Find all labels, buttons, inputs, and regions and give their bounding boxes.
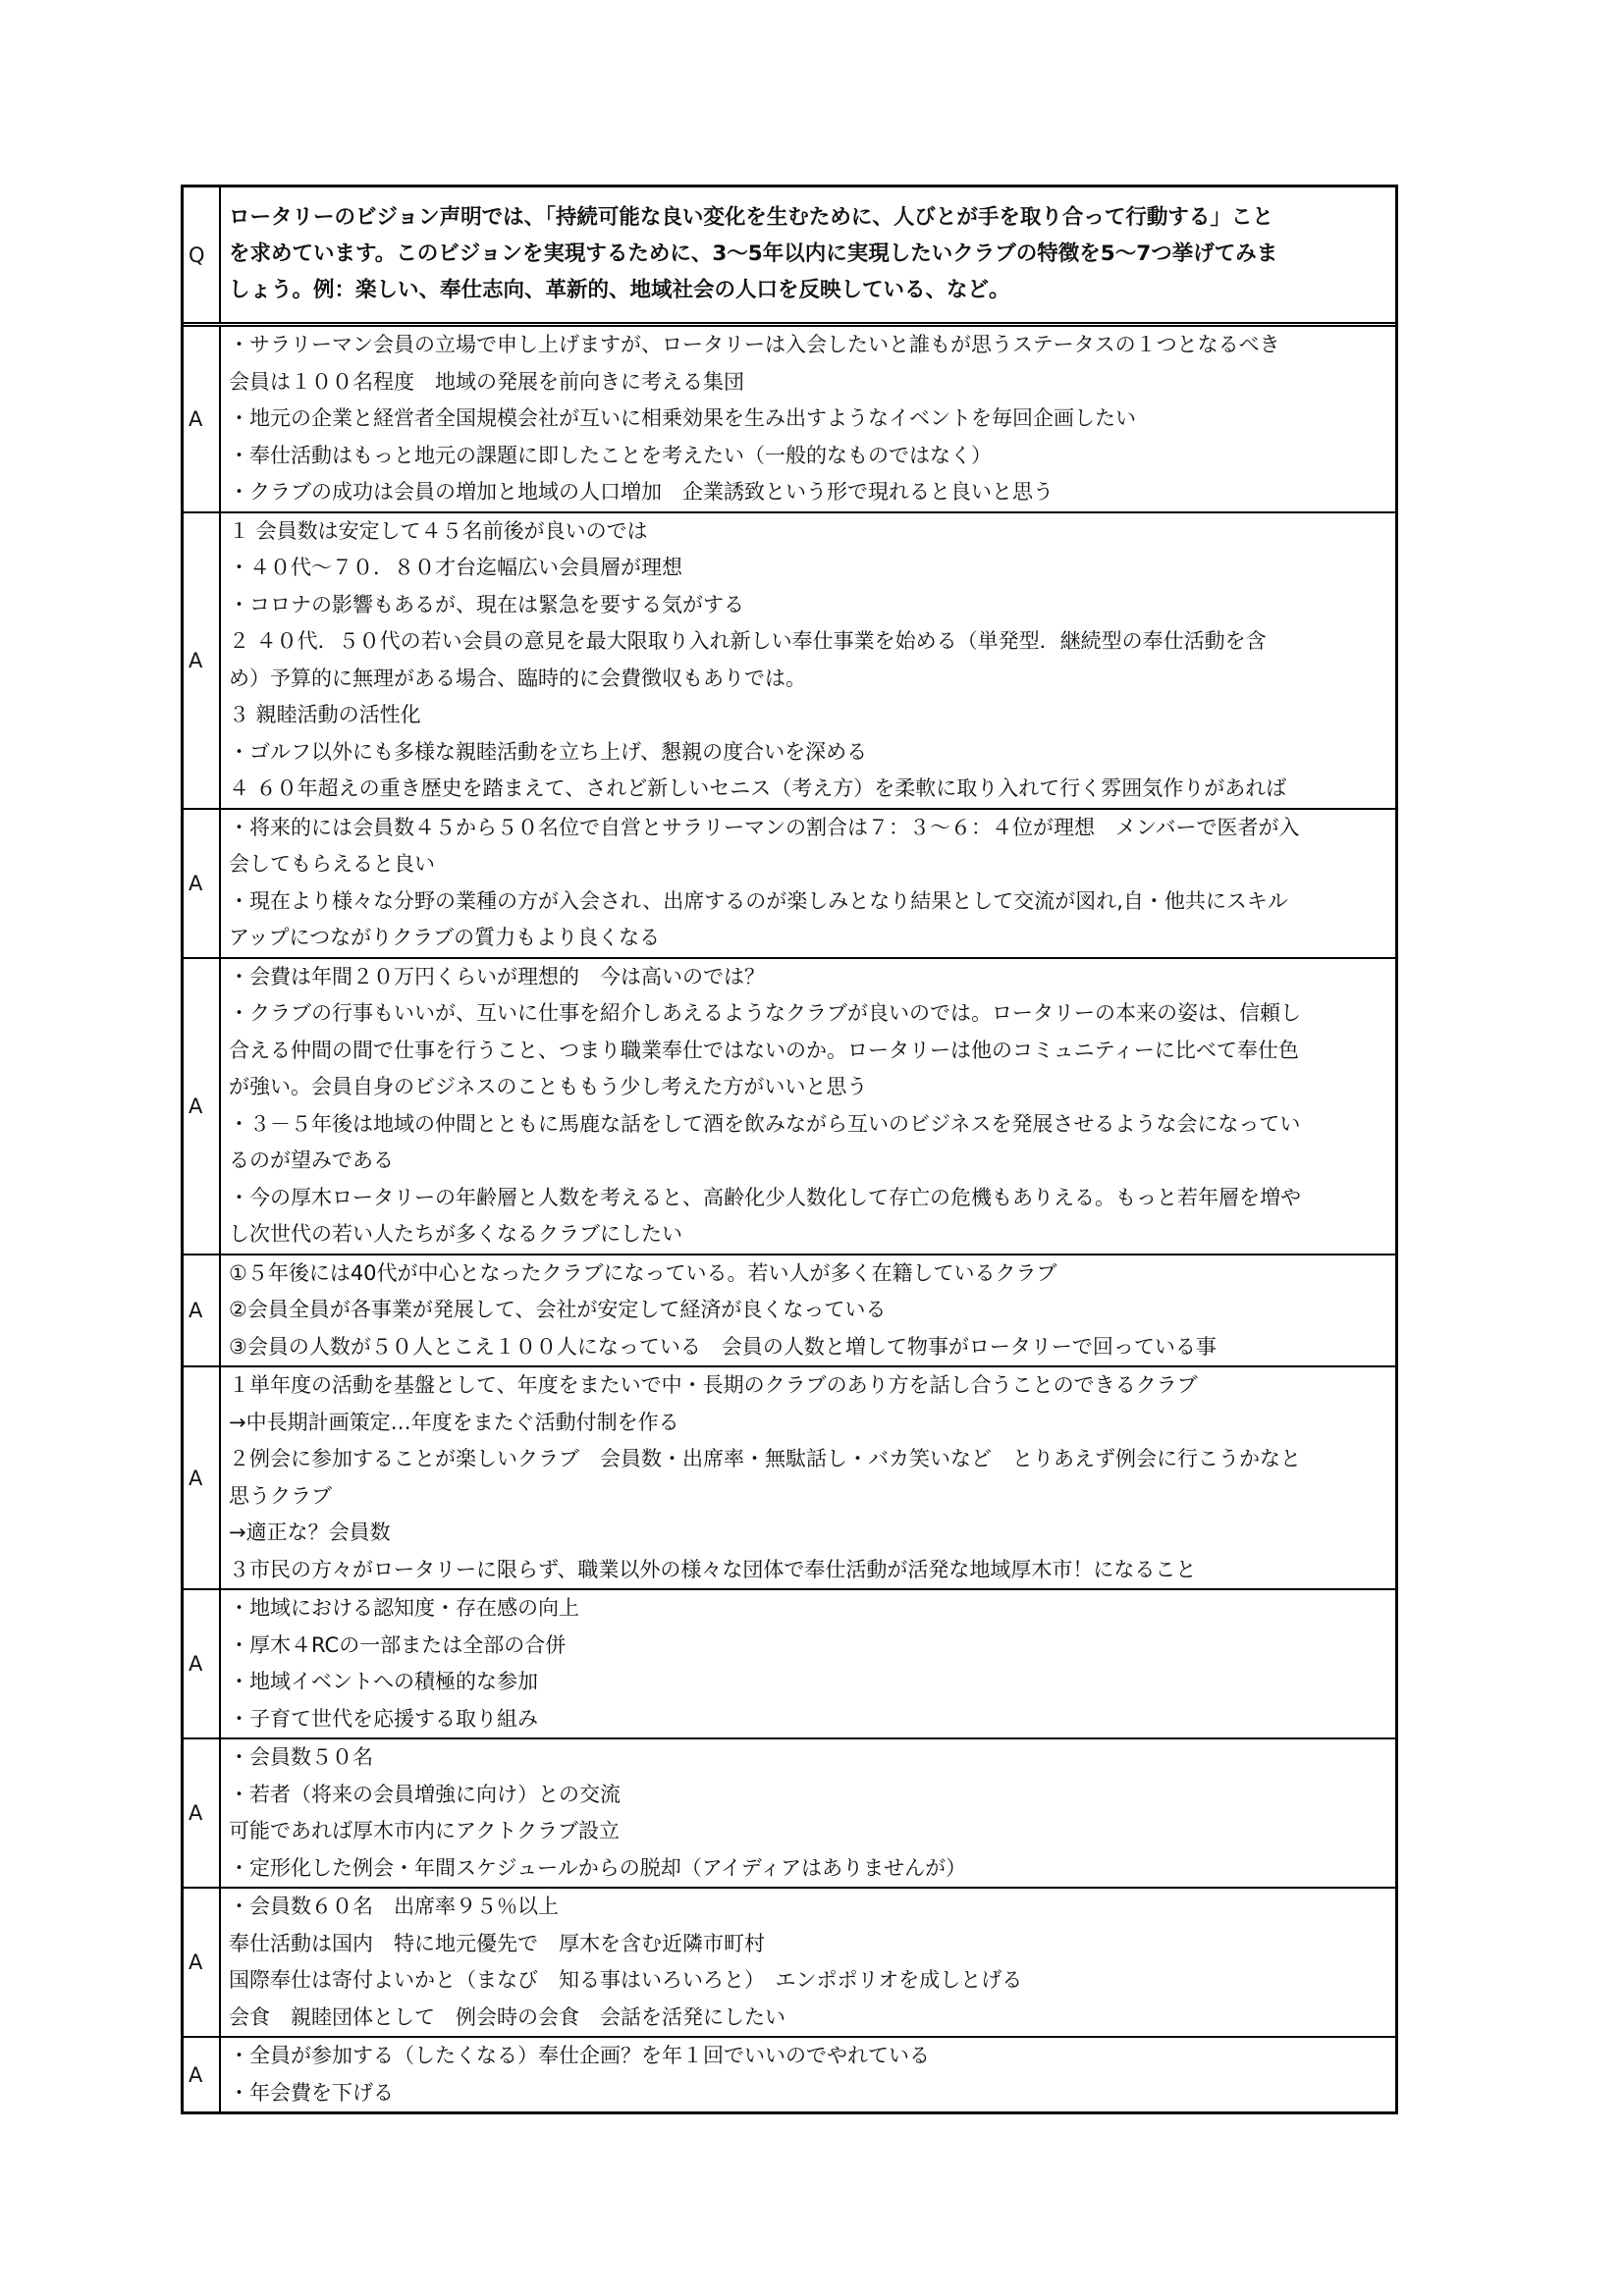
answer-row [184, 1255, 1395, 1368]
answer-text [221, 1739, 1395, 1887]
answer-line: め）予算的に無理がある場合、臨時的に会費徴収もありでは。 [229, 666, 806, 690]
answer-line: 会員は１００名程度 地域の発展を前向きに考える集団 [229, 369, 744, 394]
question-label: Q [184, 187, 221, 322]
answer-label: A [184, 810, 221, 957]
answer-line: ①５年後には40代が中心となったクラブになっている。若い人が多く在籍しているクラブ [229, 1260, 1057, 1285]
answer-line: し次世代の若い人たちが多くなるクラブにしたい [229, 1222, 682, 1246]
answer-text [221, 810, 1395, 957]
answer-row [184, 513, 1395, 810]
answer-line: ・現在より様々な分野の業種の方が入会され、出席するのが楽しみとなり結果として交流が図れ,自・他共にスキル [229, 888, 1288, 913]
answer-line: ・定形化した例会・年間スケジュールからの脱却（アイディアはありませんが） [229, 1855, 967, 1880]
answer-row [184, 1590, 1395, 1739]
question-line: ロータリーのビジョン声明では、「持続可能な良い変化を生むために、人びとが手を取り合って行動する」こと [229, 205, 1273, 230]
answer-text [221, 1367, 1395, 1588]
answer-line: るのが望みである [229, 1148, 394, 1172]
answer-row [184, 1889, 1395, 2038]
answer-line: 奉仕活動は国内 特に地元優先で 厚木を含む近隣市町村 [229, 1931, 765, 1955]
answer-line: ・全員が参加する（したくなる）奉仕企画？を年１回でいいのでやれている [229, 2044, 930, 2067]
answer-line: 可能であれば厚木市内にアクトクラブ設立 [229, 1819, 620, 1842]
answer-line: ・将来的には会員数４５から５０名位で自営とサラリーマンの割合は７：３～６：４位が理想 メンバーで医者が入 [229, 815, 1300, 839]
answer-line: 会食 親睦団体として 例会時の会食 会話を活発にしたい [229, 2004, 785, 2029]
answer-label: A [184, 1739, 221, 1887]
answer-line: 国際奉仕は寄付よいかと（まなび 知る事はいろいろと） エンポポリオを成しとげる [229, 1968, 1023, 1992]
answer-row [184, 2038, 1395, 2111]
answer-line: →適正な？会員数 [229, 1521, 391, 1544]
answer-line: 会してもらえると良い [229, 852, 435, 876]
answer-line: ・ゴルフ以外にも多様な親睦活動を立ち上げ、懇親の度合いを深める [229, 739, 868, 764]
answer-text [221, 327, 1395, 511]
answer-label: A [184, 327, 221, 511]
answer-label: A [184, 1367, 221, 1588]
answer-row [184, 1739, 1395, 1889]
answer-line: ・３－５年後は地域の仲間とともに馬鹿な話をして酒を飲みながら互いのビジネスを発展させるような会になってい [229, 1111, 1301, 1136]
answer-line: ・地元の企業と経営者全国規模会社が互いに相乗効果を生み出すようなイベントを毎回企画したい [229, 406, 1136, 430]
answer-text [221, 513, 1395, 808]
answer-row [184, 1367, 1395, 1590]
answer-line: ・厚木４RCの一部または全部の合併 [229, 1632, 567, 1657]
answer-label: A [184, 1255, 221, 1366]
answer-line: ②会員全員が各事業が発展して、会社が安定して経済が良くなっている [229, 1298, 887, 1321]
question-line: しょう。例：楽しい、奉仕志向、革新的、地域社会の人口を反映している、など。 [229, 278, 1010, 302]
answer-line: ・子育て世代を応援する取り組み [229, 1706, 538, 1731]
answer-text [221, 959, 1395, 1254]
question-text [221, 187, 1395, 322]
answer-line: →中長期計画策定…年度をまたぐ活動付制を作る [229, 1410, 679, 1434]
answer-label: A [184, 513, 221, 808]
answer-line: ２ ４０代．５０代の若い会員の意見を最大限取り入れ新しい奉仕事業を始める（単発型．継続型の奉仕活動を含 [229, 629, 1267, 653]
answer-text [221, 2038, 1395, 2111]
answer-line: ・奉仕活動はもっと地元の課題に即したことを考えたい（一般的なものではなく） [229, 443, 992, 467]
answer-row [184, 810, 1395, 959]
answer-text [221, 1889, 1395, 2036]
answer-line: が強い。会員自身のビジネスのことももう少し考えた方がいいと思う [229, 1075, 868, 1098]
answer-text [221, 1255, 1395, 1366]
answer-line: ・地域イベントへの積極的な参加 [229, 1670, 538, 1693]
answer-line: ・クラブの行事もいいが、互いに仕事を紹介しあえるようなクラブが良いのでは。ロータリーの本来の姿は、信頼し [229, 1001, 1301, 1025]
answer-label: A [184, 1889, 221, 2036]
answer-line: ・コロナの影響もあるが、現在は緊急を要する気がする [229, 592, 744, 616]
answer-line: ３市民の方々がロータリーに限らず、職業以外の様々な団体で奉仕活動が活発な地域厚木市！になること [229, 1557, 1197, 1581]
answer-line: ３ 親睦活動の活性化 [229, 703, 421, 726]
answer-line: ・若者（将来の会員増強に向け）との交流 [229, 1782, 621, 1806]
answer-line: １ 会員数は安定して４５名前後が良いのでは [229, 518, 648, 543]
answer-line: 合える仲間の間で仕事を行うこと、つまり職業奉仕ではないのか。ロータリーは他のコミュニティーに比べて奉仕色 [229, 1038, 1299, 1062]
answer-line: ４ ６０年超えの重き歴史を踏まえて、されど新しいセニス（考え方）を柔軟に取り入れて行く雰囲気作りがあれば [229, 776, 1287, 800]
answer-line: １単年度の活動を基盤として、年度をまたいで中・長期のクラブのあり方を話し合うことのできるクラブ [229, 1373, 1198, 1397]
answer-line: 思うクラブ [229, 1483, 332, 1508]
answer-line: ・会員数５０名 [229, 1745, 373, 1769]
answer-label: A [184, 959, 221, 1254]
answer-label: A [184, 1590, 221, 1737]
question-row [184, 187, 1395, 327]
answer-line: ・４０代～７０．８０才台迄幅広い会員層が理想 [229, 556, 682, 579]
answer-line: ２例会に参加することが楽しいクラブ 会員数・出席率・無駄話し・バカ笑いなど とりあえず例会に行こうかなと [229, 1447, 1301, 1470]
answer-label: A [184, 2038, 221, 2111]
answer-line: アップにつながりクラブの質力もより良くなる [229, 926, 661, 949]
question-line: を求めています。このビジョンを実現するために、3～5年以内に実現したいクラブの特徴を5～7つ挙げてみま [229, 241, 1278, 266]
answer-line: ・クラブの成功は会員の増加と地域の人口増加 企業誘致という形で現れると良いと思う [229, 480, 1054, 504]
answer-line: ・地域における認知度・存在感の向上 [229, 1596, 579, 1620]
answer-line: ・サラリーマン会員の立場で申し上げますが、ロータリーは入会したいと誰もが思うステータスの１つとなるべき [229, 333, 1280, 356]
answer-row [184, 327, 1395, 513]
answers-list [184, 327, 1395, 2111]
answer-line: ・今の厚木ロータリーの年齢層と人数を考えると、高齢化少人数化して存亡の危機もありえる。もっと若年層を増や [229, 1185, 1301, 1209]
qa-table [181, 185, 1398, 2114]
answer-line: ・会費は年間２０万円くらいが理想的 今は高いのでは？ [229, 964, 765, 988]
answer-line: ③会員の人数が５０人とこえ１００人になっている 会員の人数と増して物事がロータリーで回っている事 [229, 1334, 1217, 1359]
answer-line: ・会員数６０名 出席率９５％以上 [229, 1895, 559, 1918]
answer-text [221, 1590, 1395, 1737]
answer-line: ・年会費を下げる [229, 2080, 394, 2105]
answer-row [184, 959, 1395, 1255]
